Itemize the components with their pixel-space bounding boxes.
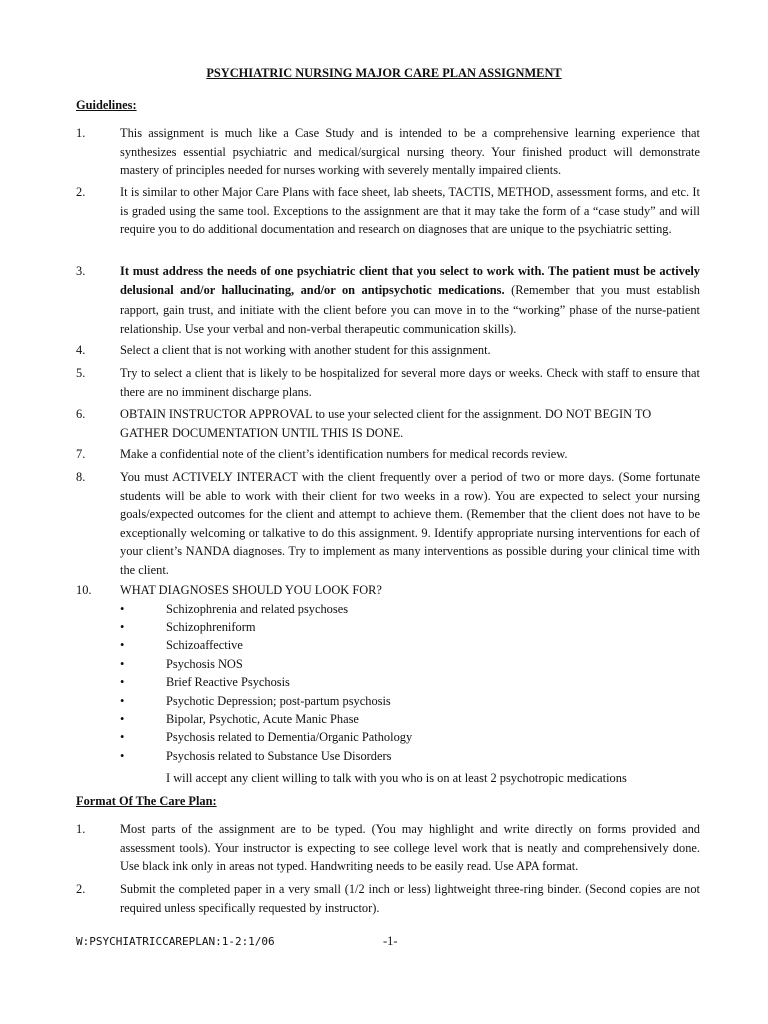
item-text: OBTAIN INSTRUCTOR APPROVAL to use your selected client for the assignment. DO NOT BEGIN TO GATHER DOCUMENTATION UNTIL THIS IS DONE. bbox=[120, 407, 652, 440]
list-item: • Psychosis related to Substance Use Disorders bbox=[120, 747, 700, 765]
item-number: 10. bbox=[76, 583, 92, 597]
item-text-rest: (Remember that you must establish rapport, gain trust, and initiate with the client before you can move in to the “working” phase of the nurse-patient relationship. Use your verbal and non-verbal therapeutic communication skills). bbox=[120, 283, 700, 337]
guideline-item-8 bbox=[76, 468, 700, 580]
bullet-icon: • bbox=[120, 711, 125, 726]
bullet-icon: • bbox=[120, 638, 125, 653]
format-heading: Format Of The Care Plan: bbox=[76, 794, 217, 808]
item-number: 3. bbox=[76, 264, 86, 278]
item-text: Submit the completed paper in a very small (1/2 inch or less) lightweight three-ring binder. (Second copies are not required unless specifically requested by instructor). bbox=[120, 882, 700, 915]
item-text: Most parts of the assignment are to be typed. (You may highlight and write directly on forms provided and assessment tools). Your instructor is expecting to see college level work that is neatly and comprehensively done. Use black ink only in areas not typed. Handwriting needs to be easily read. Use APA format. bbox=[120, 822, 700, 874]
item-text: This assignment is much like a Case Study and is intended to be a comprehensive learning experience that synthesizes essential psychiatric and medical/surgical nursing theory. Your finished product will demonstrate mastery of principles needed for nurses working with severely mentally impaired clients. bbox=[120, 126, 700, 178]
bullet-icon: • bbox=[120, 693, 125, 708]
diagnoses-note: I will accept any client willing to talk with you who is on at least 2 psychotropic medications bbox=[166, 771, 627, 786]
list-item: • Schizoaffective bbox=[120, 636, 700, 654]
item-text: Select a client that is not working with another student for this assignment. bbox=[120, 343, 491, 357]
list-item: • Schizophrenia and related psychoses bbox=[120, 600, 700, 618]
guideline-item-2 bbox=[76, 183, 700, 239]
list-item: • Schizophreniform bbox=[120, 618, 700, 636]
item-text: WHAT DIAGNOSES SHOULD YOU LOOK FOR? bbox=[120, 583, 382, 597]
guideline-item-5 bbox=[76, 364, 700, 401]
guideline-item-10 bbox=[76, 581, 700, 788]
item-number: 2. bbox=[76, 185, 86, 199]
item-number: 1. bbox=[76, 822, 86, 836]
footer-file-code: W:PSYCHIATRICCAREPLAN:1-2:1/06 bbox=[76, 935, 275, 948]
bullet-icon: • bbox=[120, 656, 125, 671]
bullet-icon: • bbox=[120, 748, 125, 763]
item-number: 4. bbox=[76, 343, 86, 357]
item-text: It is similar to other Major Care Plans with face sheet, lab sheets, TACTIS, METHOD, assessment forms, and etc. It is graded using the same tool. Exceptions to the assignment are that it may take the form of a “case study” and will require you to do additional documentation and research on diagnoses that are unique to the psychiatric setting. bbox=[120, 185, 700, 237]
guideline-item-3 bbox=[76, 262, 700, 340]
diagnoses-list bbox=[76, 600, 700, 766]
item-number: 8. bbox=[76, 470, 86, 484]
item-number: 6. bbox=[76, 407, 86, 421]
list-item: • Psychotic Depression; post-partum psychosis bbox=[120, 692, 700, 710]
list-item: • Psychosis NOS bbox=[120, 655, 700, 673]
item-number: 7. bbox=[76, 447, 86, 461]
list-item: • Bipolar, Psychotic, Acute Manic Phase bbox=[120, 710, 700, 728]
list-item: • Brief Reactive Psychosis bbox=[120, 673, 700, 691]
item-text: You must ACTIVELY INTERACT with the client frequently over a period of two or more days. (Some fortunate students will be able to work with their client for two weeks in a row). You are expected to select your nursing goals/expected outcomes for the client and attempt to achieve them. (Remember that the client does not have to be exceptionally welcoming or talkative to do this assignment. 9. Identify appropriate nursing interventions for each of your client’s NANDA diagnoses. Try to implement as many interventions as possible during your clinical time with the client. bbox=[120, 470, 700, 577]
bullet-icon: • bbox=[120, 619, 125, 634]
format-item-2 bbox=[76, 880, 700, 917]
item-number: 5. bbox=[76, 366, 86, 380]
item-number: 1. bbox=[76, 126, 86, 140]
format-item-1 bbox=[76, 820, 700, 876]
guideline-item-1 bbox=[76, 124, 700, 180]
bullet-icon: • bbox=[120, 730, 125, 745]
item-number: 2. bbox=[76, 882, 86, 896]
item-text-bold: It must address the needs of one psychiatric client that you select to work with. The patient must be actively delusional and/or hallucinating, and/or on antipsychotic medications. bbox=[120, 264, 700, 298]
page-footer bbox=[76, 932, 398, 952]
guideline-item-7 bbox=[76, 445, 700, 464]
guideline-item-4 bbox=[76, 341, 700, 360]
bullet-icon: • bbox=[120, 675, 125, 690]
list-item: • Psychosis related to Dementia/Organic Pathology bbox=[120, 728, 700, 746]
item-text: Make a confidential note of the client’s identification numbers for medical records review. bbox=[120, 447, 568, 461]
item-text: Try to select a client that is likely to be hospitalized for several more days or weeks. Check with staff to ensure that there are no imminent discharge plans. bbox=[120, 366, 700, 399]
document-title: PSYCHIATRIC NURSING MAJOR CARE PLAN ASSIGNMENT bbox=[206, 66, 562, 80]
guideline-item-6 bbox=[76, 405, 700, 442]
item-text bbox=[120, 262, 700, 340]
page-number: -1- bbox=[383, 934, 398, 948]
bullet-icon: • bbox=[120, 601, 125, 616]
guidelines-heading: Guidelines: bbox=[76, 98, 137, 112]
